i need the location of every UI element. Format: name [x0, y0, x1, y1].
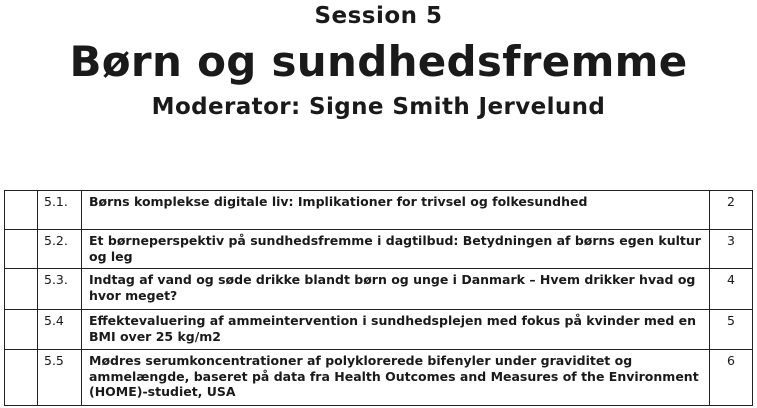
abstract-title: Et børneperspektiv på sundhedsfremme i dagtilbud: Betydningen af børns egen kultur og leg — [82, 230, 710, 269]
abstract-title: Indtag af vand og søde drikke blandt børn og unge i Danmark – Hvem drikker hvad og hvor meget? — [82, 269, 710, 310]
blank-cell — [5, 269, 38, 310]
session-label: Session 5 — [314, 3, 443, 29]
abstract-number: 5.2. — [38, 230, 82, 269]
moderator-line: Moderator: Signe Smith Jervelund — [151, 94, 606, 120]
page-number: 5 — [710, 310, 753, 350]
session-title: Børn og sundhedsfremme — [69, 37, 688, 86]
abstract-title: Mødres serumkoncentrationer af polyklorerede bifenyler under graviditet og ammelængde, baseret på data fra Health Outcomes and Measures of the Environment (HOME)-studiet, USA — [82, 350, 710, 406]
page-number: 6 — [710, 350, 753, 406]
table-row — [5, 350, 753, 406]
table-row — [5, 230, 753, 269]
abstract-title: Effektevaluering af ammeintervention i sundhedsplejen med fokus på kvinder med en BMI over 25 kg/m2 — [82, 310, 710, 350]
page-number: 3 — [710, 230, 753, 269]
blank-cell — [5, 230, 38, 269]
table-row — [5, 269, 753, 310]
blank-cell — [5, 310, 38, 350]
page-number: 2 — [710, 191, 753, 230]
abstract-number: 5.3. — [38, 269, 82, 310]
table-row — [5, 310, 753, 350]
abstract-number: 5.4 — [38, 310, 82, 350]
abstract-title: Børns komplekse digitale liv: Implikationer for trivsel og folkesundhed — [82, 191, 710, 230]
abstract-number: 5.5 — [38, 350, 82, 406]
blank-cell — [5, 191, 38, 230]
abstract-number: 5.1. — [38, 191, 82, 230]
blank-cell — [5, 350, 38, 406]
page-number: 4 — [710, 269, 753, 310]
table-row — [5, 191, 753, 230]
contents-table — [4, 190, 753, 406]
